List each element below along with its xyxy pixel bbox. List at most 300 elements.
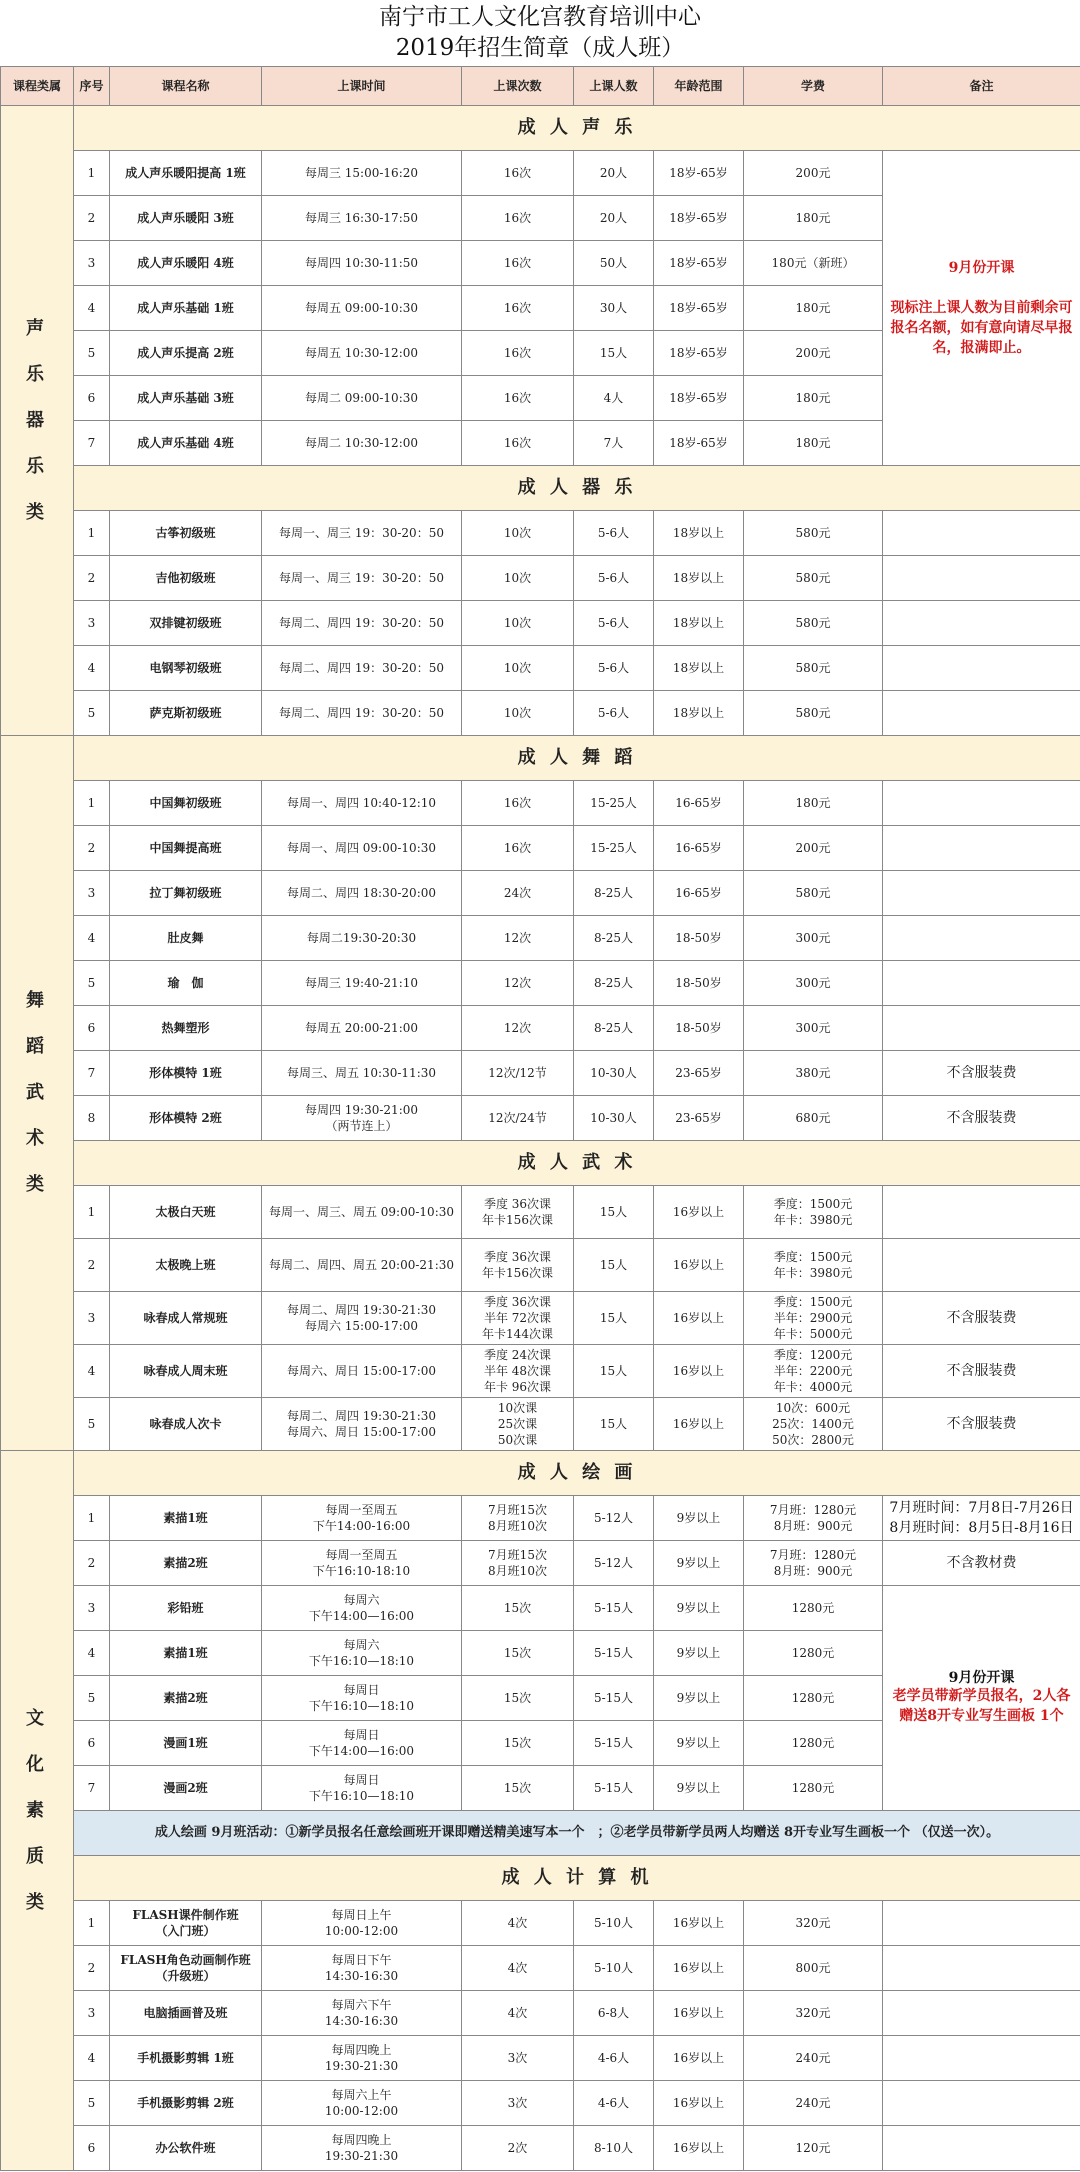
table-cell: 每周一、周三 19：30-20：50 — [262, 511, 462, 556]
course-name: 成人声乐暖阳提高 1班 — [110, 151, 262, 196]
table-cell: 16岁以上 — [654, 1901, 744, 1946]
table-cell: 季度 36次课 半年 72次课 年卡144次课 — [462, 1292, 574, 1345]
table-cell: 16次 — [462, 151, 574, 196]
table-cell: 16次 — [462, 196, 574, 241]
table-cell: 240元 — [744, 2081, 883, 2126]
course-name: 古筝初级班 — [110, 511, 262, 556]
remark-cell — [883, 646, 1080, 691]
table-cell: 15人 — [574, 1398, 654, 1451]
course-name: 成人声乐暖阳 3班 — [110, 196, 262, 241]
column-header: 上课人数 — [574, 67, 654, 106]
table-cell: 18岁以上 — [654, 691, 744, 736]
table-cell: 1280元 — [744, 1586, 883, 1631]
table-cell: 15人 — [574, 1345, 654, 1398]
table-cell: 每周二、周四 19：30-20：50 — [262, 646, 462, 691]
table-cell: 4-6人 — [574, 2036, 654, 2081]
painting-note-start: 9月份开课 — [948, 1670, 1015, 1686]
table-cell: 16次 — [462, 826, 574, 871]
table-row — [1, 1946, 1080, 1991]
table-cell: 16-65岁 — [654, 781, 744, 826]
table-cell: 10次：600元 25次：1400元 50次：2800元 — [744, 1398, 883, 1451]
remark-cell — [883, 511, 1080, 556]
table-cell: 每周二、周四、周五 20:00-21:30 — [262, 1239, 462, 1292]
vocal-note-detail: 现标注上课人数为目前剩余可报名名额，如有意向请尽早报名，报满即止。 — [890, 300, 1073, 356]
table-row — [1, 1345, 1080, 1398]
section-title: 成 人 绘 画 — [74, 1451, 1080, 1496]
table-cell: 每周五 20:00-21:00 — [262, 1006, 462, 1051]
table-cell: 580元 — [744, 556, 883, 601]
remark-cell — [883, 871, 1080, 916]
course-name: 形体模特 1班 — [110, 1051, 262, 1096]
table-cell: 5-12人 — [574, 1541, 654, 1586]
table-cell: 16岁以上 — [654, 1991, 744, 2036]
table-cell: 每周四 19:30-21:00 （两节连上） — [262, 1096, 462, 1141]
table-cell: 5 — [74, 1398, 110, 1451]
table-cell: 3 — [74, 601, 110, 646]
table-cell: 每周三 16:30-17:50 — [262, 196, 462, 241]
table-cell: 20人 — [574, 196, 654, 241]
table-cell: 每周三、周五 10:30-11:30 — [262, 1051, 462, 1096]
table-cell: 每周二19:30-20:30 — [262, 916, 462, 961]
remark-cell — [883, 601, 1080, 646]
section-header-row — [1, 466, 1080, 511]
table-cell: 23-65岁 — [654, 1096, 744, 1141]
section-title: 成 人 计 算 机 — [74, 1856, 1080, 1901]
table-cell: 5-15人 — [574, 1586, 654, 1631]
table-cell: 6 — [74, 2126, 110, 2171]
remark-cell — [883, 556, 1080, 601]
course-name: 双排键初级班 — [110, 601, 262, 646]
table-cell: 每周日 下午14:00—16:00 — [262, 1721, 462, 1766]
table-cell: 5-10人 — [574, 1901, 654, 1946]
table-cell: 18岁以上 — [654, 511, 744, 556]
table-cell: 7月班15次 8月班10次 — [462, 1541, 574, 1586]
table-cell: 320元 — [744, 1991, 883, 2036]
table-cell: 15人 — [574, 1239, 654, 1292]
remark-cell: 不含服装费 — [883, 1345, 1080, 1398]
table-cell: 18岁以上 — [654, 646, 744, 691]
table-cell: 18岁-65岁 — [654, 151, 744, 196]
table-cell: 1280元 — [744, 1631, 883, 1676]
table-cell: 15次 — [462, 1631, 574, 1676]
table-cell: 每周一、周四 10:40-12:10 — [262, 781, 462, 826]
table-cell: 1 — [74, 1496, 110, 1541]
table-cell: 10次 — [462, 556, 574, 601]
course-name: 太极晚上班 — [110, 1239, 262, 1292]
table-cell: 7月班15次 8月班10次 — [462, 1496, 574, 1541]
table-cell: 380元 — [744, 1051, 883, 1096]
table-cell: 5-10人 — [574, 1946, 654, 1991]
table-cell: 180元 — [744, 421, 883, 466]
table-cell: 7人 — [574, 421, 654, 466]
table-cell: 5 — [74, 961, 110, 1006]
remark-cell — [883, 2126, 1080, 2171]
course-name: 电脑插画普及班 — [110, 1991, 262, 2036]
table-row — [1, 871, 1080, 916]
remark-cell: 不含教材费 — [883, 1541, 1080, 1586]
table-cell: 每周二、周四 19：30-20：50 — [262, 601, 462, 646]
table-cell: 每周二 10:30-12:00 — [262, 421, 462, 466]
table-cell: 5 — [74, 1676, 110, 1721]
column-header: 年龄范围 — [654, 67, 744, 106]
table-cell: 1 — [74, 781, 110, 826]
table-cell: 7月班：1280元 8月班：900元 — [744, 1496, 883, 1541]
table-cell: 4人 — [574, 376, 654, 421]
column-header: 备注 — [883, 67, 1080, 106]
table-cell: 200元 — [744, 331, 883, 376]
table-cell: 每周日上午 10:00-12:00 — [262, 1901, 462, 1946]
table-cell: 6 — [74, 376, 110, 421]
table-cell: 5-6人 — [574, 691, 654, 736]
remark-cell — [883, 1991, 1080, 2036]
remark-cell — [883, 691, 1080, 736]
table-cell: 15人 — [574, 1292, 654, 1345]
painting-note — [883, 1586, 1080, 1811]
table-row — [1, 511, 1080, 556]
table-cell: 1 — [74, 1186, 110, 1239]
table-row — [1, 1496, 1080, 1541]
table-cell: 120元 — [744, 2126, 883, 2171]
table-cell: 18-50岁 — [654, 1006, 744, 1051]
table-cell: 5-6人 — [574, 511, 654, 556]
table-cell: 5-12人 — [574, 1496, 654, 1541]
course-name: 素描1班 — [110, 1496, 262, 1541]
remark-cell — [883, 1186, 1080, 1239]
table-row — [1, 1901, 1080, 1946]
table-cell: 16次 — [462, 331, 574, 376]
course-name: 成人声乐基础 4班 — [110, 421, 262, 466]
table-cell: 3 — [74, 1292, 110, 1345]
course-name: 成人声乐基础 1班 — [110, 286, 262, 331]
remark-cell — [883, 1901, 1080, 1946]
table-cell: 4 — [74, 286, 110, 331]
table-cell: 18-50岁 — [654, 916, 744, 961]
table-cell: 680元 — [744, 1096, 883, 1141]
table-row — [1, 916, 1080, 961]
table-cell: 季度：1500元 半年：2900元 年卡：5000元 — [744, 1292, 883, 1345]
course-name: 咏春成人常规班 — [110, 1292, 262, 1345]
table-cell: 16-65岁 — [654, 826, 744, 871]
table-cell: 5-15人 — [574, 1766, 654, 1811]
table-cell: 每周六 下午16:10—18:10 — [262, 1631, 462, 1676]
remark-cell — [883, 1946, 1080, 1991]
table-cell: 180元 — [744, 196, 883, 241]
table-cell: 每周六下午 14:30-16:30 — [262, 1991, 462, 2036]
table-cell: 16次 — [462, 376, 574, 421]
table-cell: 1280元 — [744, 1676, 883, 1721]
table-cell: 每周一、周三、周五 09:00-10:30 — [262, 1186, 462, 1239]
table-cell: 5-6人 — [574, 601, 654, 646]
table-cell: 320元 — [744, 1901, 883, 1946]
section-header-row — [1, 1856, 1080, 1901]
course-name: FLASH课件制作班 （入门班） — [110, 1901, 262, 1946]
table-row — [1, 1239, 1080, 1292]
course-name: 太极白天班 — [110, 1186, 262, 1239]
table-cell: 12次/12节 — [462, 1051, 574, 1096]
table-cell: 16-65岁 — [654, 871, 744, 916]
course-name: 咏春成人周末班 — [110, 1345, 262, 1398]
painting-schedule-note: 7月班时间：7月8日-7月26日 8月班时间：8月5日-8月16日 — [883, 1496, 1080, 1541]
table-cell: 15-25人 — [574, 826, 654, 871]
course-name: 拉丁舞初级班 — [110, 871, 262, 916]
section-title: 成 人 武 术 — [74, 1141, 1080, 1186]
category-label: 文化素质类 — [1, 1451, 74, 2171]
course-name: 素描1班 — [110, 1631, 262, 1676]
table-cell: 1 — [74, 1901, 110, 1946]
table-cell: 16次 — [462, 241, 574, 286]
table-cell: 9岁以上 — [654, 1721, 744, 1766]
column-header: 上课次数 — [462, 67, 574, 106]
table-row — [1, 781, 1080, 826]
course-name: 素描2班 — [110, 1541, 262, 1586]
course-table — [0, 66, 1080, 2171]
table-cell: 10次 — [462, 601, 574, 646]
table-cell: 30人 — [574, 286, 654, 331]
table-row — [1, 826, 1080, 871]
table-cell: 5-15人 — [574, 1721, 654, 1766]
title-line-2: 2019年招生简章（成人班） — [395, 35, 685, 61]
course-name: 办公软件班 — [110, 2126, 262, 2171]
table-cell: 800元 — [744, 1946, 883, 1991]
table-cell: 180元 — [744, 376, 883, 421]
table-cell: 2 — [74, 556, 110, 601]
course-name: 中国舞初级班 — [110, 781, 262, 826]
table-cell: 180元 — [744, 286, 883, 331]
table-cell: 1 — [74, 511, 110, 556]
course-name: 素描2班 — [110, 1676, 262, 1721]
remark-cell — [883, 1239, 1080, 1292]
table-cell: 15人 — [574, 1186, 654, 1239]
table-cell: 4 — [74, 916, 110, 961]
table-cell: 每周五 09:00-10:30 — [262, 286, 462, 331]
table-cell: 6-8人 — [574, 1991, 654, 2036]
table-cell: 每周三 19:40-21:10 — [262, 961, 462, 1006]
table-cell: 240元 — [744, 2036, 883, 2081]
course-name: 成人声乐暖阳 4班 — [110, 241, 262, 286]
table-cell: 5-6人 — [574, 556, 654, 601]
table-cell: 每周二、周四 19：30-20：50 — [262, 691, 462, 736]
table-cell: 6 — [74, 1006, 110, 1051]
painting-note-offer: 老学员带新学员报名，2人各赠送8开专业写生画板 1个 — [892, 1688, 1071, 1724]
section-title: 成 人 舞 蹈 — [74, 736, 1080, 781]
table-cell: 580元 — [744, 511, 883, 556]
table-cell: 4 — [74, 1631, 110, 1676]
category-label: 声乐器乐类 — [1, 106, 74, 736]
table-cell: 5-6人 — [574, 646, 654, 691]
table-row — [1, 556, 1080, 601]
table-cell: 18岁-65岁 — [654, 241, 744, 286]
table-cell: 9岁以上 — [654, 1676, 744, 1721]
table-cell: 4次 — [462, 1946, 574, 1991]
table-cell: 每周二、周四 18:30-20:00 — [262, 871, 462, 916]
table-cell: 200元 — [744, 826, 883, 871]
table-cell: 2次 — [462, 2126, 574, 2171]
table-row — [1, 2081, 1080, 2126]
table-cell: 3次 — [462, 2036, 574, 2081]
table-cell: 季度：1500元 年卡：3980元 — [744, 1239, 883, 1292]
table-cell: 7 — [74, 1766, 110, 1811]
table-cell: 每周日下午 14:30-16:30 — [262, 1946, 462, 1991]
remark-cell — [883, 916, 1080, 961]
table-row — [1, 2036, 1080, 2081]
table-cell: 每周二 09:00-10:30 — [262, 376, 462, 421]
course-name: 漫画2班 — [110, 1766, 262, 1811]
table-cell: 4次 — [462, 1901, 574, 1946]
column-header: 上课时间 — [262, 67, 462, 106]
remark-cell — [883, 2036, 1080, 2081]
table-cell: 18岁-65岁 — [654, 196, 744, 241]
section-title: 成 人 器 乐 — [74, 466, 1080, 511]
table-cell: 18岁-65岁 — [654, 421, 744, 466]
table-cell: 200元 — [744, 151, 883, 196]
course-name: FLASH角色动画制作班 （升级班） — [110, 1946, 262, 1991]
table-cell: 580元 — [744, 691, 883, 736]
remark-cell: 不含服装费 — [883, 1292, 1080, 1345]
course-name: 肚皮舞 — [110, 916, 262, 961]
table-cell: 8-25人 — [574, 916, 654, 961]
table-cell: 4次 — [462, 1991, 574, 2036]
table-cell: 每周六 下午14:00—16:00 — [262, 1586, 462, 1631]
section-header-row — [1, 1141, 1080, 1186]
table-cell: 16岁以上 — [654, 1345, 744, 1398]
table-cell: 580元 — [744, 646, 883, 691]
table-cell: 4-6人 — [574, 2081, 654, 2126]
course-name: 中国舞提高班 — [110, 826, 262, 871]
table-cell: 2 — [74, 1946, 110, 1991]
table-cell: 6 — [74, 1721, 110, 1766]
table-cell: 每周一、周四 09:00-10:30 — [262, 826, 462, 871]
table-cell: 16岁以上 — [654, 2126, 744, 2171]
column-header: 学费 — [744, 67, 883, 106]
course-name: 手机摄影剪辑 2班 — [110, 2081, 262, 2126]
remark-cell: 不含服装费 — [883, 1398, 1080, 1451]
table-cell: 16次 — [462, 781, 574, 826]
table-cell: 9岁以上 — [654, 1766, 744, 1811]
table-cell: 7 — [74, 1051, 110, 1096]
table-cell: 15次 — [462, 1766, 574, 1811]
table-cell: 2 — [74, 1541, 110, 1586]
table-cell: 8-10人 — [574, 2126, 654, 2171]
section-title: 成 人 声 乐 — [74, 106, 1080, 151]
remark-cell: 不含服装费 — [883, 1096, 1080, 1141]
table-cell: 每周一、周三 19：30-20：50 — [262, 556, 462, 601]
table-row — [1, 961, 1080, 1006]
table-row — [1, 151, 1080, 196]
table-cell: 16岁以上 — [654, 1292, 744, 1345]
table-cell: 18岁以上 — [654, 601, 744, 646]
table-cell: 7 — [74, 421, 110, 466]
table-cell: 每周一至周五 下午16:10-18:10 — [262, 1541, 462, 1586]
course-name: 咏春成人次卡 — [110, 1398, 262, 1451]
table-cell: 12次 — [462, 961, 574, 1006]
table-cell: 每周四晚上 19:30-21:30 — [262, 2036, 462, 2081]
course-name: 成人声乐提高 2班 — [110, 331, 262, 376]
table-cell: 每周日 下午16:10—18:10 — [262, 1766, 462, 1811]
table-cell: 1 — [74, 151, 110, 196]
table-cell: 每周六上午 10:00-12:00 — [262, 2081, 462, 2126]
table-cell: 50人 — [574, 241, 654, 286]
table-cell: 15-25人 — [574, 781, 654, 826]
table-cell: 季度：1500元 年卡：3980元 — [744, 1186, 883, 1239]
table-cell: 180元 — [744, 781, 883, 826]
table-cell: 7月班：1280元 8月班：900元 — [744, 1541, 883, 1586]
table-cell: 16岁以上 — [654, 1186, 744, 1239]
table-cell: 18岁以上 — [654, 556, 744, 601]
table-row — [1, 646, 1080, 691]
table-cell: 季度 24次课 半年 48次课 年卡 96次课 — [462, 1345, 574, 1398]
table-cell: 15次 — [462, 1721, 574, 1766]
table-cell: 300元 — [744, 916, 883, 961]
course-name: 瑜 伽 — [110, 961, 262, 1006]
table-cell: 10-30人 — [574, 1051, 654, 1096]
table-row — [1, 1006, 1080, 1051]
remark-cell: 不含服装费 — [883, 1051, 1080, 1096]
remark-cell — [883, 826, 1080, 871]
table-cell: 每周日 下午16:10—18:10 — [262, 1676, 462, 1721]
table-cell: 15次 — [462, 1586, 574, 1631]
course-name: 萨克斯初级班 — [110, 691, 262, 736]
remark-cell — [883, 781, 1080, 826]
table-cell: 300元 — [744, 1006, 883, 1051]
table-cell: 4 — [74, 646, 110, 691]
table-row — [1, 1096, 1080, 1141]
table-cell: 5-15人 — [574, 1676, 654, 1721]
table-cell: 10次 — [462, 511, 574, 556]
course-name: 热舞塑形 — [110, 1006, 262, 1051]
table-cell: 2 — [74, 826, 110, 871]
course-name: 形体模特 2班 — [110, 1096, 262, 1141]
table-cell: 3 — [74, 871, 110, 916]
table-cell: 10次课 25次课 50次课 — [462, 1398, 574, 1451]
column-header: 课程类属 — [1, 67, 74, 106]
table-cell: 1280元 — [744, 1766, 883, 1811]
course-name: 漫画1班 — [110, 1721, 262, 1766]
table-cell: 8-25人 — [574, 1006, 654, 1051]
table-cell: 10-30人 — [574, 1096, 654, 1141]
remark-cell — [883, 1006, 1080, 1051]
course-name: 吉他初级班 — [110, 556, 262, 601]
table-cell: 每周二、周四 19:30-21:30 每周六、周日 15:00-17:00 — [262, 1398, 462, 1451]
table-cell: 18-50岁 — [654, 961, 744, 1006]
table-cell: 5 — [74, 691, 110, 736]
table-cell: 24次 — [462, 871, 574, 916]
table-cell: 9岁以上 — [654, 1496, 744, 1541]
column-header: 课程名称 — [110, 67, 262, 106]
table-cell: 16岁以上 — [654, 2081, 744, 2126]
table-row — [1, 1186, 1080, 1239]
header-row — [1, 67, 1080, 106]
table-cell: 8-25人 — [574, 961, 654, 1006]
remark-cell — [883, 961, 1080, 1006]
table-cell: 15次 — [462, 1676, 574, 1721]
table-cell: 180元（新班） — [744, 241, 883, 286]
section-header-row — [1, 736, 1080, 781]
table-row — [1, 2126, 1080, 2171]
table-cell: 300元 — [744, 961, 883, 1006]
table-cell: 5 — [74, 2081, 110, 2126]
table-cell: 季度：1200元 半年：2200元 年卡：4000元 — [744, 1345, 883, 1398]
title-line-1: 南宁市工人文化宫教育培训中心 — [379, 4, 701, 30]
remark-cell — [883, 2081, 1080, 2126]
table-cell: 每周二、周四 19:30-21:30 每周六 15:00-17:00 — [262, 1292, 462, 1345]
table-cell: 16次 — [462, 286, 574, 331]
table-cell: 18岁-65岁 — [654, 286, 744, 331]
table-cell: 9岁以上 — [654, 1586, 744, 1631]
table-cell: 16岁以上 — [654, 1239, 744, 1292]
table-cell: 2 — [74, 1239, 110, 1292]
table-cell: 每周四晚上 19:30-21:30 — [262, 2126, 462, 2171]
vocal-note-start: 9月份开课 — [948, 260, 1015, 276]
